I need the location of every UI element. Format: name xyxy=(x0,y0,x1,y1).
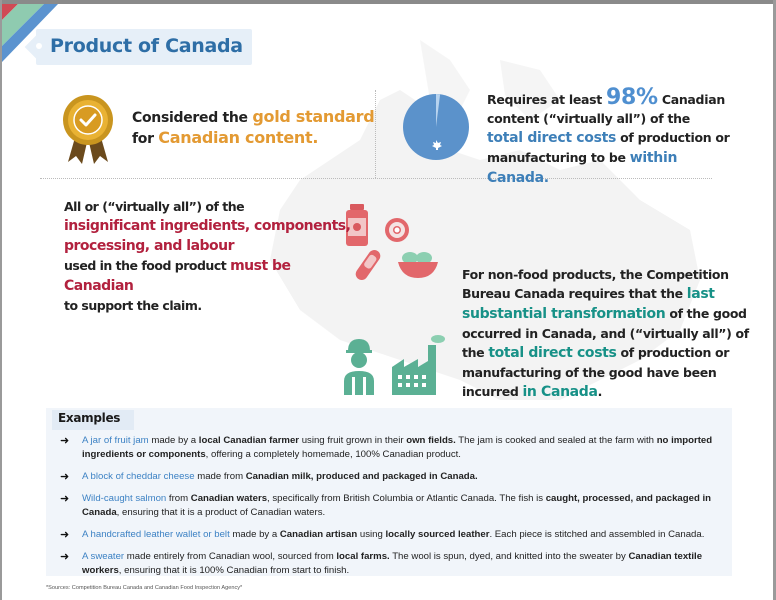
example-bold: locally sourced leather xyxy=(385,529,490,540)
example-item xyxy=(60,528,724,542)
example-lead: A block of cheddar cheese xyxy=(82,471,195,482)
arrow-right-icon: ➜ xyxy=(60,493,70,505)
example-bold: no imported ingredients or components xyxy=(82,435,713,460)
canadian-content-highlight: Canadian content. xyxy=(158,128,319,147)
example-item xyxy=(60,492,724,520)
gold-text-part: for xyxy=(132,131,159,147)
examples-panel xyxy=(46,408,732,576)
example-lead: A handcrafted leather wallet or belt xyxy=(82,529,230,540)
donut-icon xyxy=(385,218,409,242)
example-text: using fruit grown in their xyxy=(299,435,407,446)
example-text: , specifically from British Columbia or Atlantic Canada. The fish is xyxy=(267,493,546,504)
ingredients-highlight: insignificant ingredients, components, processing, and labour xyxy=(64,218,351,254)
sources-footnote: *Sources: Competition Bureau Canada and Canadian Food Inspection Agency* xyxy=(46,585,243,591)
example-bold: Canadian milk, produced and packaged in Canada. xyxy=(245,471,478,482)
nonfood-text-part: of production or manufacturing of the good have been incurred xyxy=(462,345,730,399)
section-divider-vertical xyxy=(375,90,376,178)
factory-icon xyxy=(392,335,445,395)
sausage-icon xyxy=(353,248,382,283)
example-lead: A jar of fruit jam xyxy=(82,435,149,446)
example-text: , ensuring that it is 100% Canadian from start to finish. xyxy=(118,565,350,576)
arrow-right-icon: ➜ xyxy=(60,471,70,483)
example-lead: Wild-caught salmon xyxy=(82,493,167,504)
example-item xyxy=(60,434,724,462)
gold-standard-text xyxy=(132,107,374,149)
food-text-part: All or (“virtually all”) of the xyxy=(64,199,245,214)
pct-text-part: of production or manufacturing to be xyxy=(487,130,730,165)
non-food-products-text xyxy=(462,265,752,402)
example-bold: own fields. xyxy=(406,435,456,446)
arrow-right-icon: ➜ xyxy=(60,551,70,563)
arrow-right-icon: ➜ xyxy=(60,435,70,447)
gold-medal-check-icon xyxy=(62,94,114,166)
examples-title: Examples xyxy=(58,411,121,425)
example-text: , ensuring that it is a product of Canadian waters. xyxy=(116,507,326,518)
gold-standard-highlight: gold standard xyxy=(252,107,375,126)
example-lead: A sweater xyxy=(82,551,125,562)
industry-icons-group xyxy=(342,333,452,397)
example-text: The jam is cooked and sealed at the farm with xyxy=(455,435,657,446)
title-tag xyxy=(36,29,252,65)
example-bold: caught, processed, and packaged in Canada xyxy=(82,493,711,518)
example-text: using xyxy=(357,529,386,540)
pct-text-part: Canadian content (“virtually all”) of the xyxy=(487,92,725,126)
example-text: . Each piece is stitched and assembled in Canada. xyxy=(489,529,705,540)
nonfood-text-part: of the good occurred in Canada, and (“virtually all”) of the xyxy=(462,306,749,360)
percent-highlight: 98% xyxy=(606,85,658,110)
examples-list xyxy=(60,434,724,586)
example-text: made by a xyxy=(229,529,280,540)
pie-maple-leaf-icon xyxy=(403,94,469,160)
total-direct-costs-highlight: total direct costs xyxy=(487,130,617,146)
salad-bowl-icon xyxy=(398,252,438,278)
pct-text-part: Requires at least xyxy=(487,92,606,107)
gold-text-part: Considered the xyxy=(132,110,253,126)
worker-icon xyxy=(344,339,374,395)
total-direct-costs-highlight: total direct costs xyxy=(488,345,617,361)
example-text: from xyxy=(166,493,191,504)
example-text: , offering a completely homemade, 100% Canadian product. xyxy=(205,449,461,460)
example-bold: local farms. xyxy=(336,551,390,562)
example-item xyxy=(60,470,724,484)
example-bold: local Canadian farmer xyxy=(198,435,300,446)
example-bold: Canadian textile workers xyxy=(82,551,703,576)
nonfood-text-part: For non-food products, the Competition Bureau Canada requires that the xyxy=(462,267,729,301)
last-substantial-transformation-highlight: last substantial transformation xyxy=(462,286,715,322)
within-canada-highlight: within Canada. xyxy=(487,150,678,186)
must-be-canadian-highlight: must be Canadian xyxy=(64,258,291,294)
percent-requirement-text xyxy=(487,85,737,188)
tag-hole-icon xyxy=(36,43,42,49)
food-text-part: to support the claim. xyxy=(64,298,202,313)
food-icons-group xyxy=(340,198,450,288)
example-bold: Canadian artisan xyxy=(279,529,358,540)
example-bold: Canadian waters xyxy=(190,493,268,504)
food-product-text xyxy=(64,197,354,315)
example-item xyxy=(60,550,724,578)
example-text: made by a xyxy=(148,435,199,446)
example-text: made entirely from Canadian wool, sourced from xyxy=(124,551,337,562)
nonfood-text-part: . xyxy=(597,384,602,399)
food-text-part: used in the food product xyxy=(64,258,231,273)
example-text: made from xyxy=(194,471,246,482)
example-text: The wool is spun, dyed, and knitted into the sweater by xyxy=(389,551,629,562)
in-canada-highlight: in Canada xyxy=(522,384,598,400)
arrow-right-icon: ➜ xyxy=(60,529,70,541)
page-title: Product of Canada xyxy=(50,35,243,57)
